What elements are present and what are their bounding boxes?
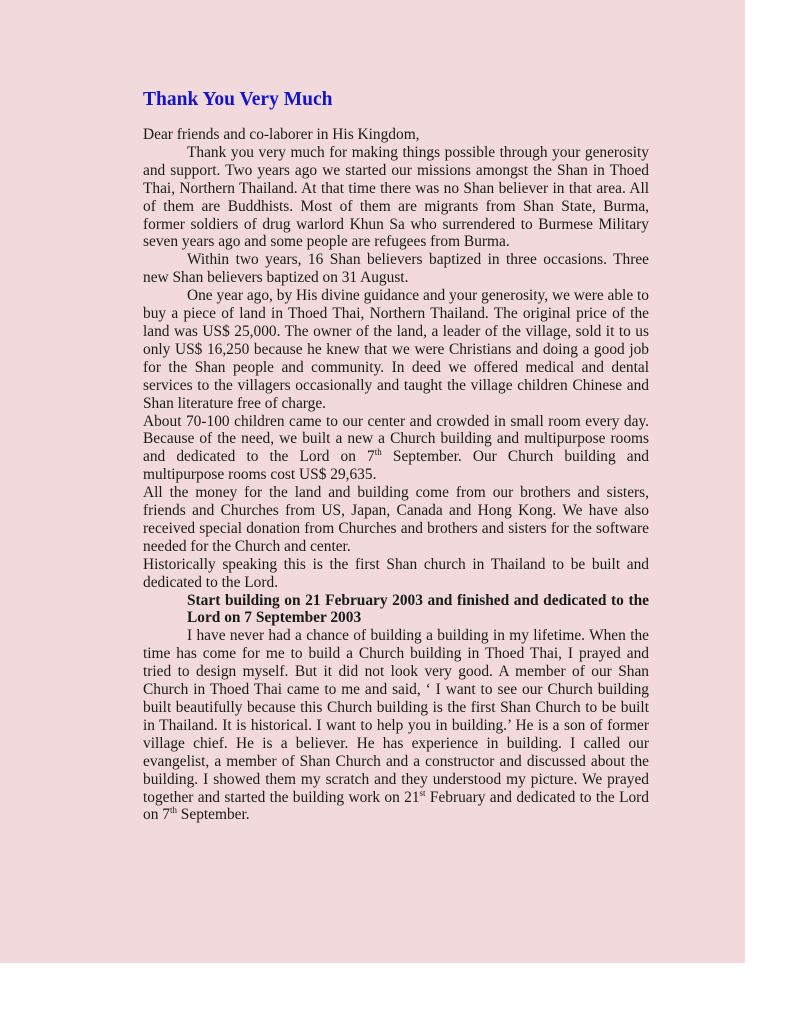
- paragraph-land: One year ago, by His divine guidance and your generosity, we were able to buy a piece of land in Thoed Thai, Northern Thailand. The original price of the land was US$ 25,000. The owner of the land, a leader of the village, sold it to us only US$ 16,250 because he knew that we were Christians and doing a good job for the Shan people and community. In deed we offered medical and dental services to the villagers occasionally and taught the village children Chinese and Shan literature free of charge.: [143, 287, 649, 412]
- salutation: Dear friends and co-laborer in His Kingdom,: [143, 126, 420, 143]
- ordinal-suffix: th: [374, 447, 382, 458]
- paragraph-children-text-2: September. Our Church building and multipurpose rooms cost US$ 29,635.: [143, 448, 650, 484]
- paragraph-building: [143, 627, 649, 824]
- document-content: [143, 88, 649, 824]
- ordinal-suffix: th: [169, 805, 177, 816]
- paragraph-building-text-2: February and dedicated to the Lord on 7: [143, 788, 649, 824]
- paragraph-historical: Historically speaking this is the first Shan church in Thailand to be built and dedicated to the Lord.: [143, 555, 649, 591]
- paragraph-donations: All the money for the land and building come from our brothers and sisters, friends and Churches from US, Japan, Canada and Hong Kong. We have also received special donation from Churches and brothers and sisters for the software needed for the Church and center.: [143, 484, 649, 555]
- paragraph-intro: Thank you very much for making things possible through your generosity and support. Two years ago we started our missions amongst the Shan in Thoed Thai, Northern Thailand. At that time there was no Shan believer in that area. All of them are Buddhists. Most of them are migrants from Shan State, Burma, former soldiers of drug warlord Khun Sa who surrendered to Burmese Military seven years ago and some people are refugees from Burma.: [143, 143, 649, 251]
- paragraph-building-text-3: September.: [176, 806, 250, 824]
- paragraph-baptisms: Within two years, 16 Shan believers baptized in three occasions. Three new Shan believers baptized on 31 August.: [143, 251, 649, 287]
- paragraph-children: [143, 413, 649, 485]
- ordinal-suffix: st: [419, 787, 426, 798]
- paragraph-building-text-1: I have never had a chance of building a building in my lifetime. When the time has come for me to build a Church building in Thoed Thai, I prayed and tried to design myself. But it did not look very good. A member of our Shan Church in Thoed Thai came to me and said, ‘ I want to see our Church building built beautifully because this Church building is the first Shan Church to be built in Thailand. It is historical. I want to help you in building.’ He is a son of former village chief. He is a believer. He has experience in building. I called our evangelist, a member of Shan Church and a constructor and discussed about the building. I showed them my scratch and they understood my picture. We prayed together and started the building work on 21: [143, 627, 649, 806]
- paragraph-children-text-1: About 70-100 children came to our center and crowded in small room every day. Because of the need, we built a new a Church building and multipurpose rooms and dedicated to the Lord on 7: [143, 412, 649, 466]
- page-title: Thank You Very Much: [143, 89, 333, 110]
- section-subheading: Start building on 21 February 2003 and finished and dedicated to the Lord on 7 September 2003: [187, 591, 649, 627]
